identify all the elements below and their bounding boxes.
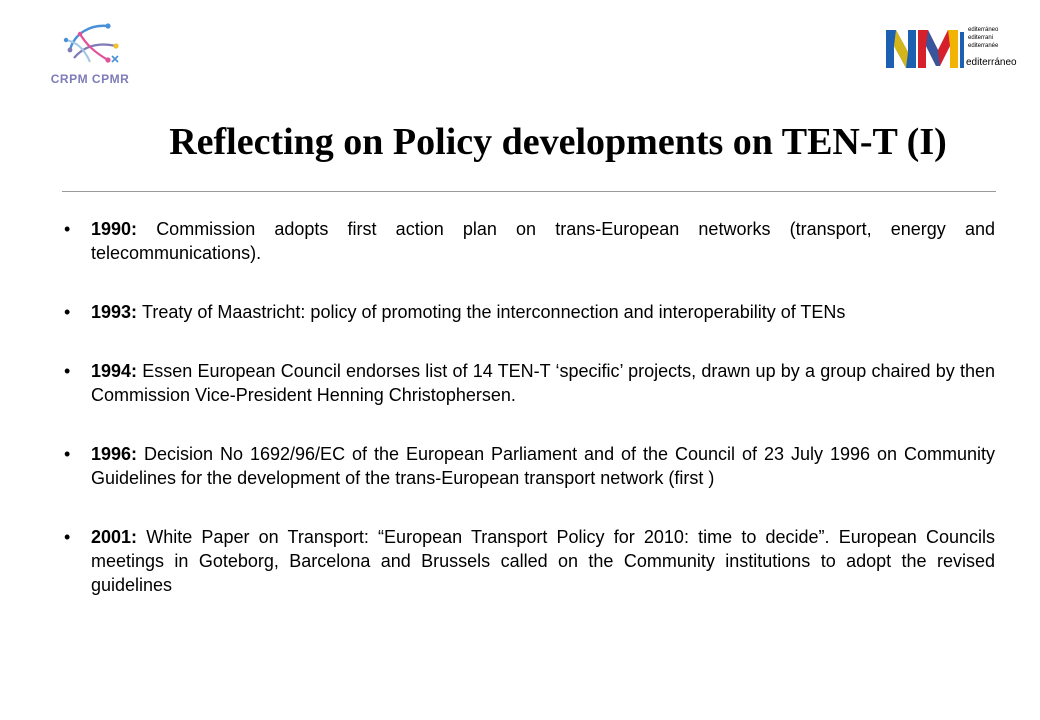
mm-mediterraneo-logo: [884, 24, 1024, 74]
mm-logo-word: editerráneo: [966, 57, 1017, 68]
timeline-year: 1990:: [91, 219, 157, 239]
timeline-text: White Paper on Transport: “European Transport Policy for 2010: time to decide”. European Councils meetings in Goteborg, Barcelona and Brussels called on the Community institutions to adopt the revised guidelines: [91, 527, 996, 595]
title-divider: [62, 191, 996, 192]
timeline-text: Decision No 1692/96/EC of the European Parliament and of the Council of 23 July 1996 on Community Guidelines for the development of the trans-European transport network (first ): [91, 444, 995, 488]
timeline-item-1990: [62, 217, 995, 265]
slide-title: Reflecting on Policy developments on TEN-T (I): [169, 121, 947, 163]
timeline-item-1993: [62, 300, 995, 324]
timeline-item-1996: [62, 442, 995, 490]
mm-emblem-icon: [884, 26, 966, 70]
crpm-cpmr-logo: [40, 16, 140, 92]
policy-timeline-list: [62, 217, 995, 597]
bullet-icon: •: [64, 527, 71, 547]
bullet-icon: •: [64, 219, 71, 239]
timeline-item-1994: [62, 359, 995, 407]
timeline-year: 2001:: [91, 527, 147, 547]
bullet-icon: •: [64, 361, 71, 381]
timeline-year: 1996:: [91, 444, 145, 464]
crpm-emblem-icon: [50, 16, 130, 72]
timeline-year: 1993:: [91, 302, 143, 322]
timeline-text: Commission adopts first action plan on trans-European networks (transport, energy and telecommunications).: [91, 219, 995, 263]
mm-logo-line-2: editerrani: [968, 35, 994, 41]
mm-logo-line-1: editerráneo: [968, 27, 999, 33]
mm-logo-line-3: editerranée: [968, 43, 999, 49]
bullet-icon: •: [64, 302, 71, 322]
timeline-year: 1994:: [91, 361, 143, 381]
bullet-icon: •: [64, 444, 71, 464]
timeline-item-2001: [62, 525, 995, 597]
crpm-logo-caption: CRPM CPMR: [50, 72, 130, 86]
timeline-text: Treaty of Maastricht: policy of promoting the interconnection and interoperability of TENs: [142, 302, 846, 322]
timeline-text: Essen European Council endorses list of 14 TEN-T ‘specific’ projects, drawn up by a group chaired by then Commission Vice-President Henning Christophersen.: [91, 361, 996, 405]
